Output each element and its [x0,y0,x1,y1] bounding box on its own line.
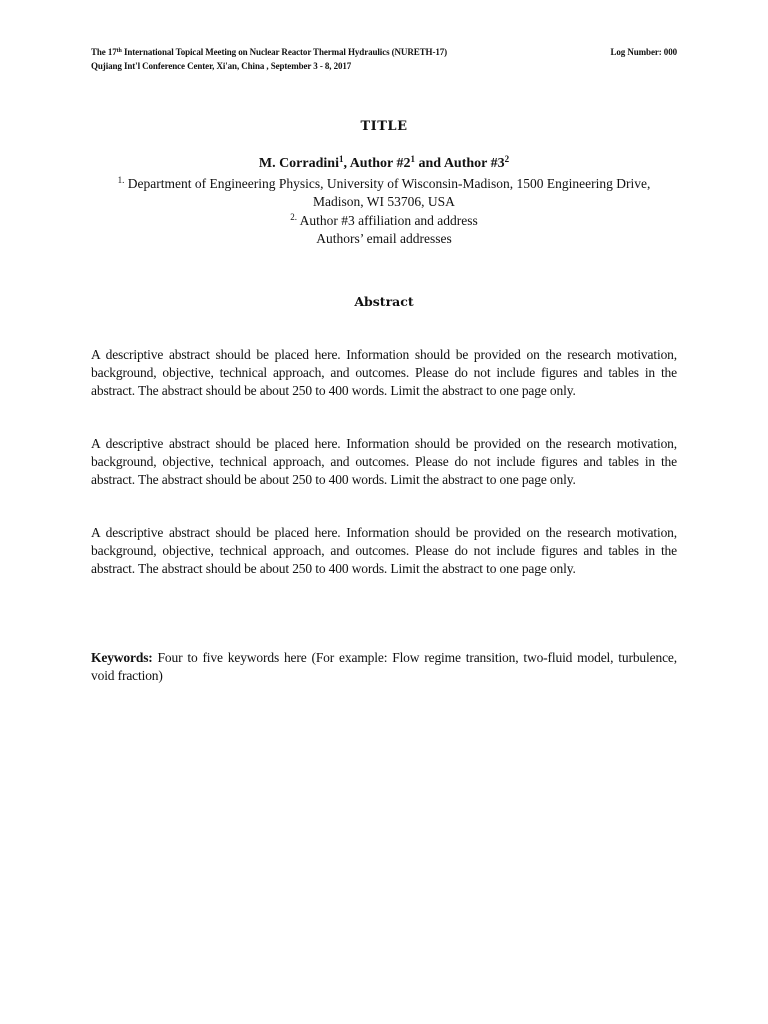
author-3-sup: 2 [504,154,510,164]
abstract-paragraph-1: A descriptive abstract should be placed here. Information should be provided on the research motivation, background, objective, technical approach, and outcomes. Please do not include figures and tables in the abstract. The abstract should be about 250 to 400 words. Limit the abstract to one page only. [91,347,677,398]
meeting-name: The 17th International Topical Meeting on Nuclear Reactor Thermal Hydraulics (NURETH-17) [91,47,448,57]
affiliation-1 [91,175,677,211]
header-row-2 [91,59,677,73]
keywords-label: Keywords: [91,650,153,665]
abstract-paragraph-2: A descriptive abstract should be placed here. Information should be provided on the research motivation, background, objective, technical approach, and outcomes. Please do not include figures and tables in the abstract. The abstract should be about 250 to 400 words. Limit the abstract to one page only. [91,436,677,487]
keywords [91,649,677,685]
author-1: M. Corradini [258,156,339,171]
abstract-heading: Abstract [354,294,414,309]
affiliation-1-sup: 1. [117,175,125,185]
running-header [91,45,677,73]
header-row-1 [91,45,677,59]
author-2: , Author #2 [343,156,411,171]
author-3: and Author #3 [415,156,505,171]
log-number: Log Number: 000 [610,47,677,57]
paper-title: TITLE [360,119,408,134]
affiliation-2 [91,212,677,230]
affiliation-1-text: Department of Engineering Physics, University of Wisconsin-Madison, 1500 Engineering Drive, Madison, WI 53706, USA [124,176,651,209]
affiliation-2-sup: 2. [290,212,297,222]
author-list [91,155,677,173]
author-1-sup: 1 [338,154,344,164]
author-emails: Authors’ email addresses [316,231,452,246]
author-2-sup: 1 [410,154,416,164]
abstract-paragraph-3: A descriptive abstract should be placed here. Information should be provided on the research motivation, background, objective, technical approach, and outcomes. Please do not include figures and tables in the abstract. The abstract should be about 250 to 400 words. Limit the abstract to one page only. [91,525,677,576]
keywords-text: Four to five keywords here (For example: Flow regime transition, two-fluid model, turbulence, void fraction) [91,650,677,683]
affiliation-2-text: Author #3 affiliation and address [296,213,478,228]
meeting-ordinal-sup: th [116,48,122,54]
venue: Qujiang Int'l Conference Center, Xi'an, China , September 3 - 8, 2017 [91,61,352,71]
